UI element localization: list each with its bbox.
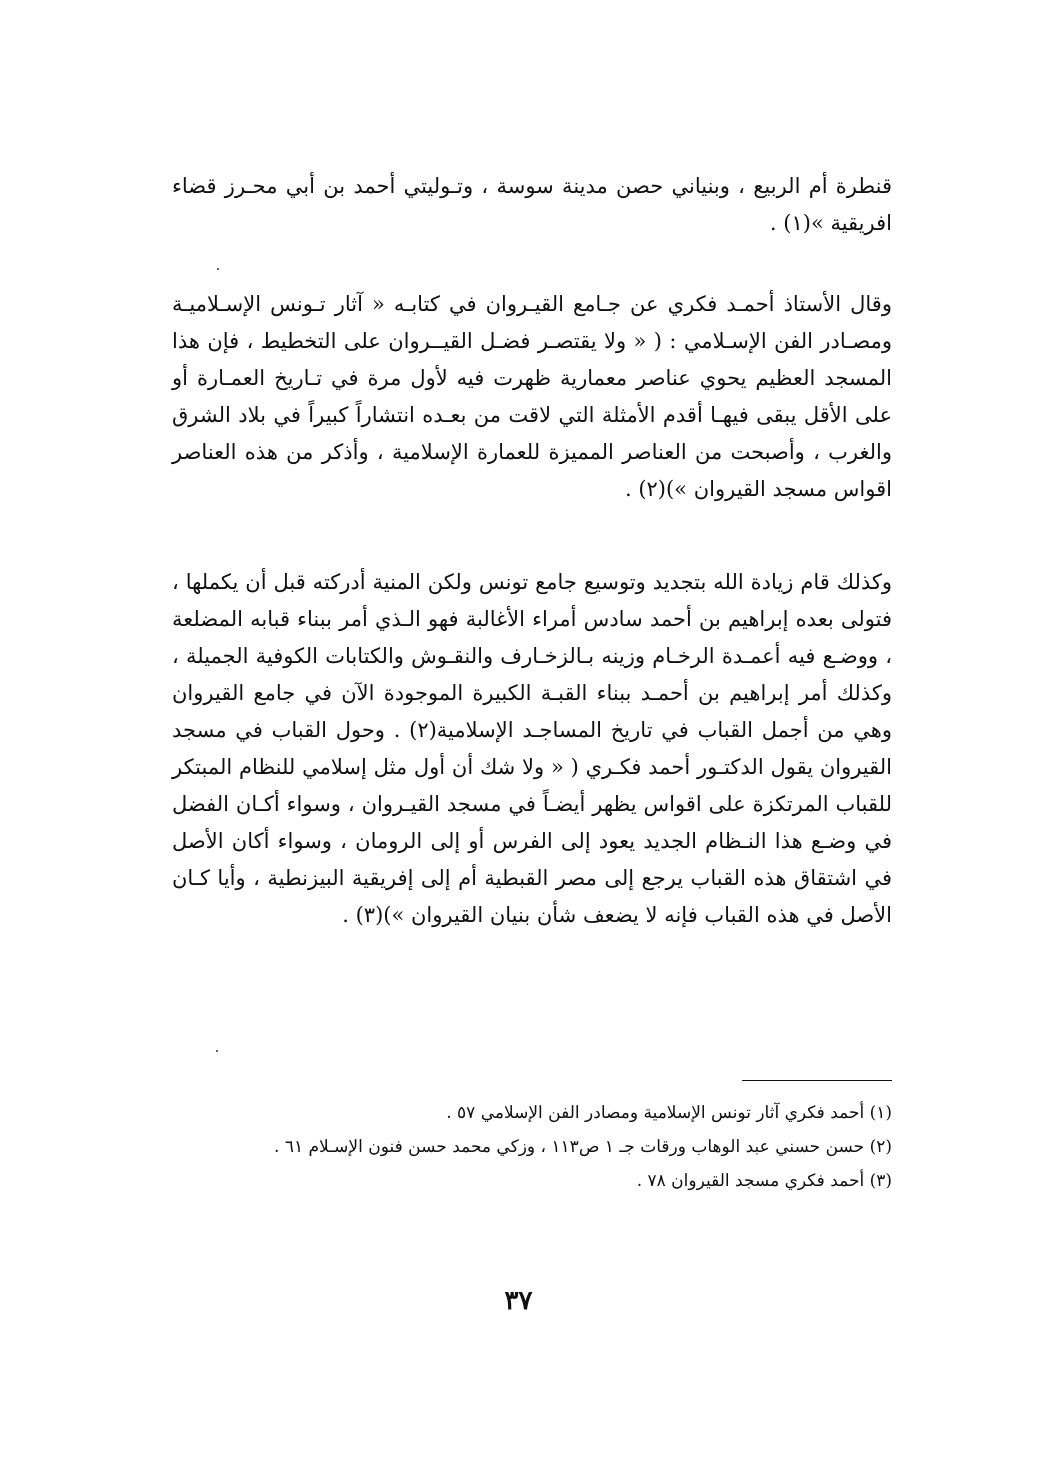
body-paragraph-2 <box>172 286 892 508</box>
footnote-3: (٣) أحمد فكري مسجد القيروان ٧٨ . <box>636 1171 892 1191</box>
body-paragraph-1 <box>172 168 892 242</box>
footnote-separator <box>742 1080 892 1081</box>
paragraph-text: وقال الأستاذ أحمـد فكري عن جـامع القيـروان في كتابـه « آثار تـونس الإسـلاميـة ومصـادر الفن الإسـلامي : ( « ولا يقتصـر فضـل القيــروان على التخطيط ، فإن هذا المسجد العظيم يحوي عناصر معمارية ظهرت فيه لأول مرة في تـاريخ العمـارة أو على الأقل يبقى فيهـا أقدم الأمثلة التي لاقت من بعـده انتشاراً كبيراً في بلاد الشرق والغرب ، وأصبحت من العناصر المميزة للعمارة الإسلامية ، وأذكر من هذه العناصر اقواس مسجد القيروان »)(٢) . <box>172 292 892 501</box>
scan-speck <box>217 268 219 270</box>
footnote-2: (٢) حسن حسني عبد الوهاب ورقات جـ ١ ص١١٣ ، وزكي محمد حسن فنون الإسـلام ٦١ . <box>274 1137 892 1157</box>
body-paragraph-3 <box>172 564 892 934</box>
footnote-1: (١) أحمد فكري آثار تونس الإسلامية ومصادر الفن الإسلامي ٥٧ . <box>446 1103 892 1123</box>
paragraph-text: قنطرة أم الربيع ، وبنياني حصن مدينة سوسة ، وتـوليتي أحمد بن أبي محـرز قضاء افريقية »(١) . <box>172 174 892 235</box>
paragraph-text: وكذلك قام زيادة الله بتجديد وتوسيع جامع تونس ولكن المنية أدركته قبل أن يكملها ، فتولى بعده إبراهيم بن أحمد سادس أمراء الأغالبة فهو الـذي أمر ببناء قبابه المضلعة ، ووضـع فيه أعمـدة الرخـام وزينه بـالزخـارف والنقـوش والكتابات الكوفية الجميلة ، وكذلك أمر إبراهيم بن أحمـد ببناء القبـة الكبيرة الموجودة الآن في جامع القيروان وهي من أجمل القباب في تاريخ المساجـد الإسلامية(٢) . وحول القباب في مسجد القيروان يقول الدكتـور أحمد فكـري ( « ولا شك أن أول مثل إسلامي للنظام المبتكر للقباب المرتكزة على اقواس يظهر أيضـاً في مسجد القيـروان ، وسواء أكـان الفضل في وضـع هذا النـظام الجديد يعود إلى الفرس أو إلى الرومان ، وسواء أكان الأصل في اشتقاق هذه القباب يرجع إلى مصر القبطية أم إلى إفريقية البيزنطية ، وأيا كـان الأصل في هذه القباب فإنه لا يضعف شأن بنيان القيروان »)(٣) . <box>172 570 893 927</box>
scan-speck <box>216 1050 218 1052</box>
footnotes <box>172 1096 892 1198</box>
page-number: ٣٧ <box>504 1286 533 1316</box>
